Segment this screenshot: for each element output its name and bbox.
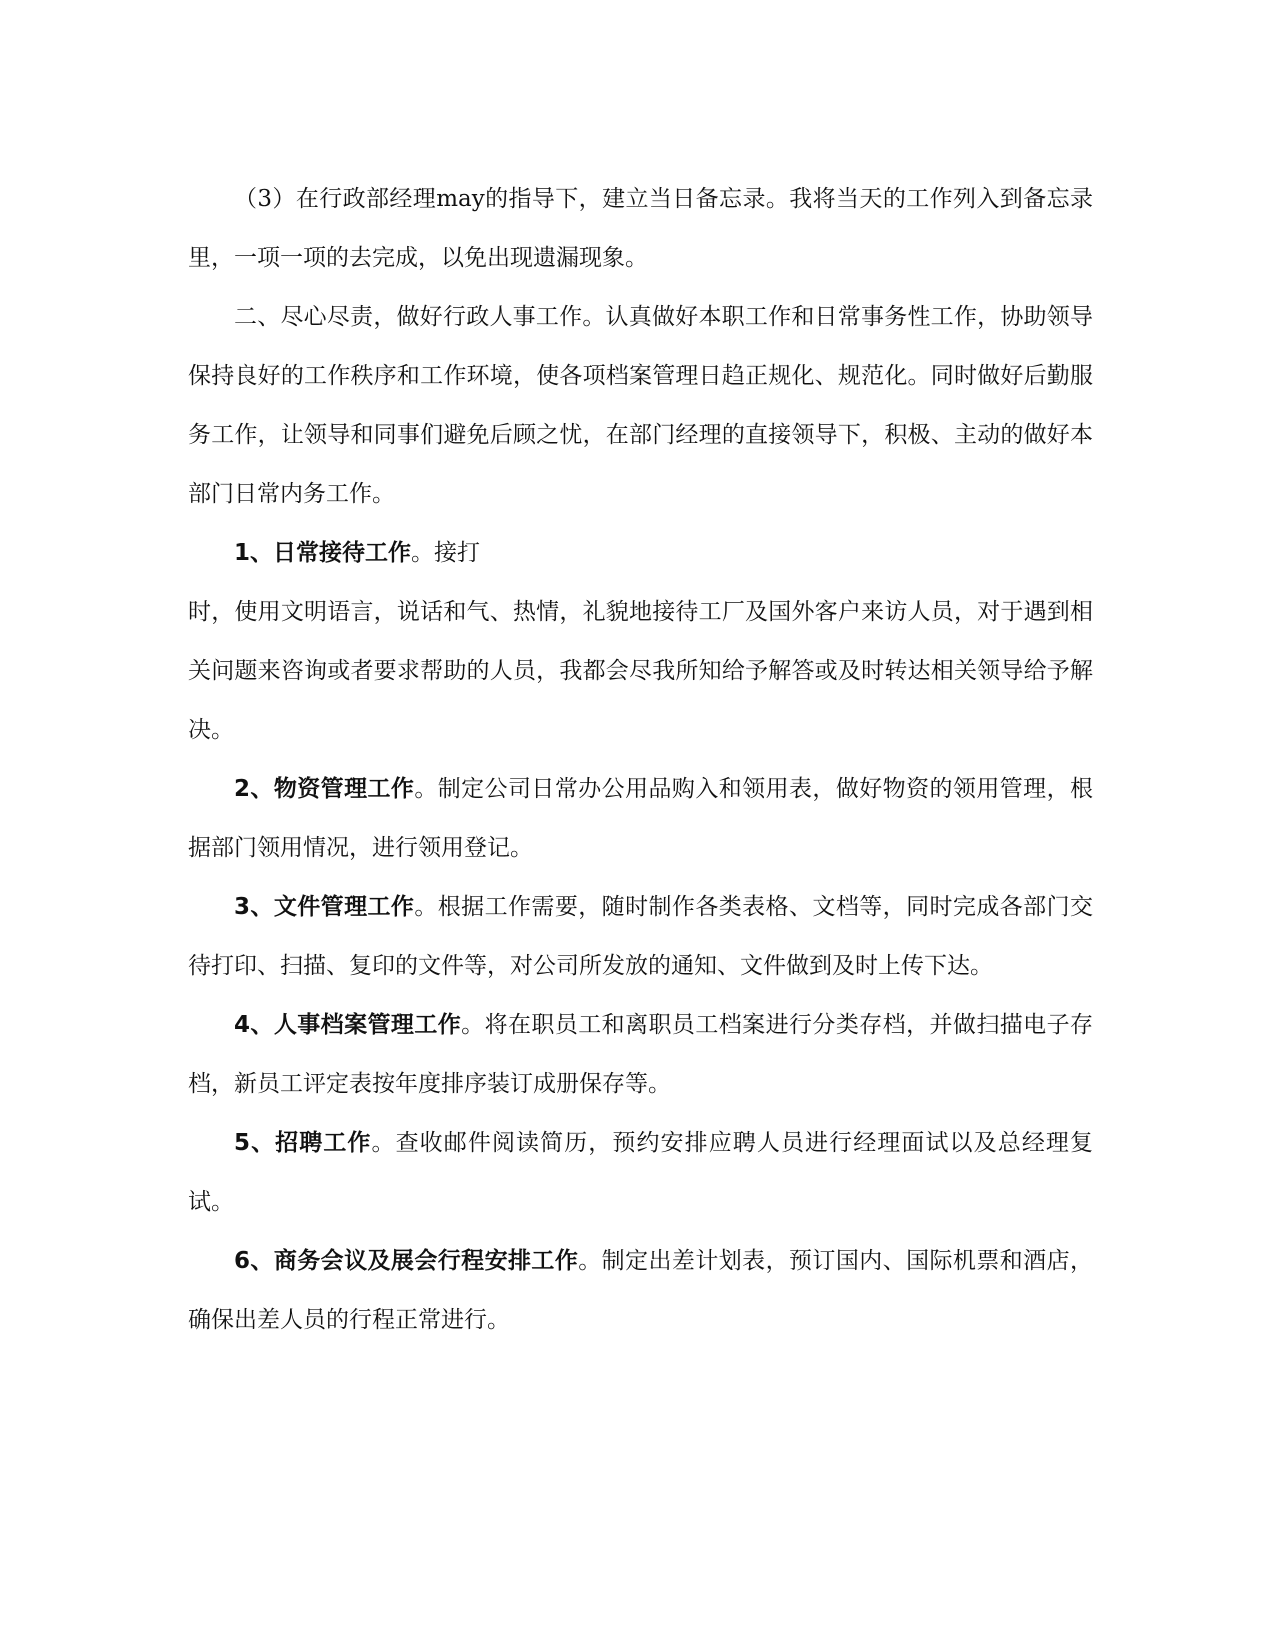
paragraph-documents xyxy=(188,878,1093,996)
paragraph-text: 二、尽心尽责，做好行政人事工作。认真做好本职工作和日常事务性工作，协助领导保持良好的工作秩序和工作环境，使各项档案管理日趋正规化、规范化。同时做好后勤服务工作，让领导和同事们避免后顾之忧，在部门经理的直接领导下，积极、主动的做好本部门日常内务工作。 xyxy=(188,304,1093,507)
document-body xyxy=(188,170,1093,1350)
paragraph-text: 。查收邮件阅读简历，预约安排应聘人员进行经理面试以及总经理复试。 xyxy=(188,1130,1093,1215)
item-heading: 3、文件管理工作 xyxy=(234,894,415,920)
paragraph-personnel-files xyxy=(188,996,1093,1114)
item-heading: 1、日常接待工作 xyxy=(234,540,412,566)
paragraph-text: 。将在职员工和离职员工档案进行分类存档，并做扫描电子存档，新员工评定表按年度排序装订成册保存等。 xyxy=(188,1012,1093,1097)
paragraph-text: 。制定出差计划表，预订国内、国际机票和酒店，确保出差人员的行程正常进行。 xyxy=(188,1248,1093,1333)
paragraph-section-two xyxy=(188,288,1093,524)
paragraph-text: 。制定公司日常办公用品购入和领用表，做好物资的领用管理，根据部门领用情况，进行领用登记。 xyxy=(188,776,1093,861)
paragraph-text: 时，使用文明语言，说话和气、热情，礼貌地接待工厂及国外客户来访人员，对于遇到相关问题来咨询或者要求帮助的人员，我都会尽我所知给予解答或及时转达相关领导给予解决。 xyxy=(188,599,1093,743)
paragraph-materials xyxy=(188,760,1093,878)
paragraph-reception-continued xyxy=(188,583,1093,760)
paragraph-business-travel xyxy=(188,1232,1093,1350)
item-heading: 5、招聘工作 xyxy=(234,1130,372,1156)
paragraph-text: 。根据工作需要，随时制作各类表格、文档等，同时完成各部门交待打印、扫描、复印的文件等，对公司所发放的通知、文件做到及时上传下达。 xyxy=(188,894,1093,979)
item-heading: 4、人事档案管理工作 xyxy=(234,1012,462,1038)
item-heading: 6、商务会议及展会行程安排工作 xyxy=(234,1248,579,1274)
paragraph-text: （3）在行政部经理may的指导下，建立当日备忘录。我将当天的工作列入到备忘录里，一项一项的去完成，以免出现遗漏现象。 xyxy=(188,186,1093,271)
paragraph-memo xyxy=(188,170,1093,288)
paragraph-text: 。接打 xyxy=(411,540,481,566)
paragraph-recruitment xyxy=(188,1114,1093,1232)
item-heading: 2、物资管理工作 xyxy=(234,776,415,802)
paragraph-reception xyxy=(188,524,1093,583)
